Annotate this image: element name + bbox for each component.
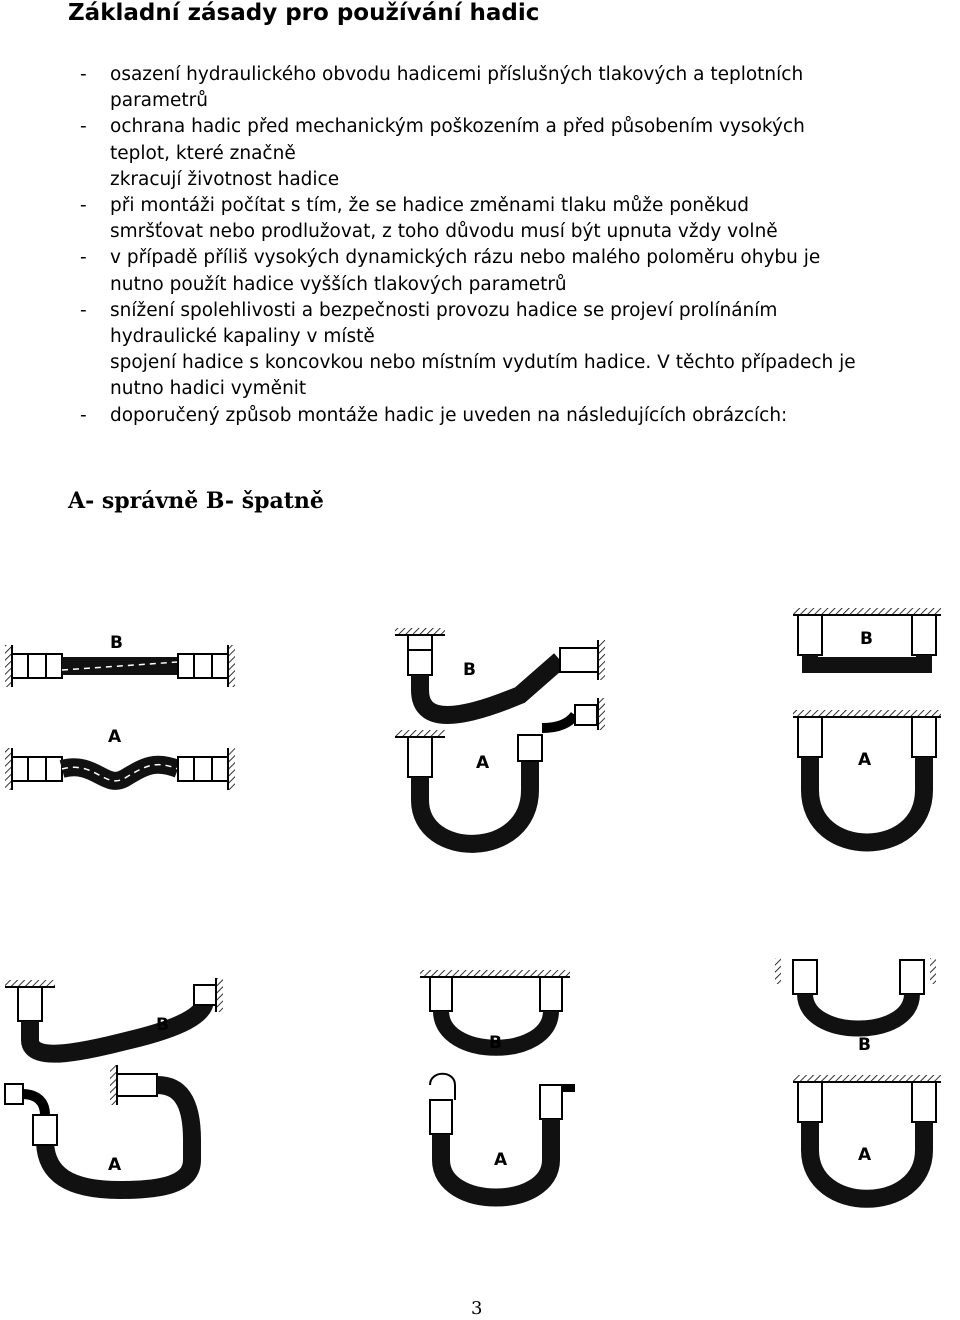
label-right: A: [108, 727, 122, 747]
label-wrong: B: [858, 1035, 871, 1055]
list-item: - v případě příliš vysokých dynamických rázu nebo malého poloměru ohybu je nutno použít hadice vyšších tlakových parametrů: [80, 247, 821, 295]
list-item: - doporučený způsob montáže hadic je uveden na následujících obrázcích:: [80, 404, 788, 426]
figure-straight-hose: [5, 633, 235, 790]
label-right: A: [108, 1155, 122, 1175]
page-title: Základní zásady pro používání hadic: [68, 0, 540, 26]
label-right: A: [476, 753, 490, 773]
list-item: - ochrana hadic před mechanickým poškozením a před působením vysokých teplot, které značně zkracují životnost hadice: [80, 116, 805, 190]
list-item: - osazení hydraulického obvodu hadicemi příslušných tlakových a teplotních parametrů: [80, 64, 804, 112]
page-number: 3: [471, 1298, 483, 1319]
label-right: A: [858, 1145, 872, 1165]
label-wrong: B: [110, 633, 123, 653]
label-wrong: B: [156, 1015, 169, 1035]
figure-elbow-hose: [395, 628, 605, 844]
list-item: - při montáži počítat s tím, že se hadice změnami tlaku může poněkud smršťovat nebo prodlužovat, z toho důvodu musí být upnuta vždy volně: [80, 195, 778, 243]
label-wrong: B: [463, 660, 476, 680]
figure-u-hose: [793, 608, 941, 843]
label-wrong: B: [489, 1033, 502, 1053]
figure-tall-loop-hose: [775, 958, 941, 1199]
figure-wall-elbow-hose: [5, 978, 223, 1190]
label-wrong: B: [860, 629, 873, 649]
figure-loop-hose: [420, 970, 575, 1198]
label-right: A: [494, 1150, 508, 1170]
label-right: A: [858, 750, 872, 770]
figure-legend: A- správně B- špatně: [68, 488, 324, 514]
list-item: - snížení spolehlivosti a bezpečnosti provozu hadice se projeví prolínáním hydraulické kapaliny v místě spojení hadice s koncovkou nebo místním vydutím hadice. V těchto případech je nutno hadici vyměnit: [80, 299, 856, 400]
